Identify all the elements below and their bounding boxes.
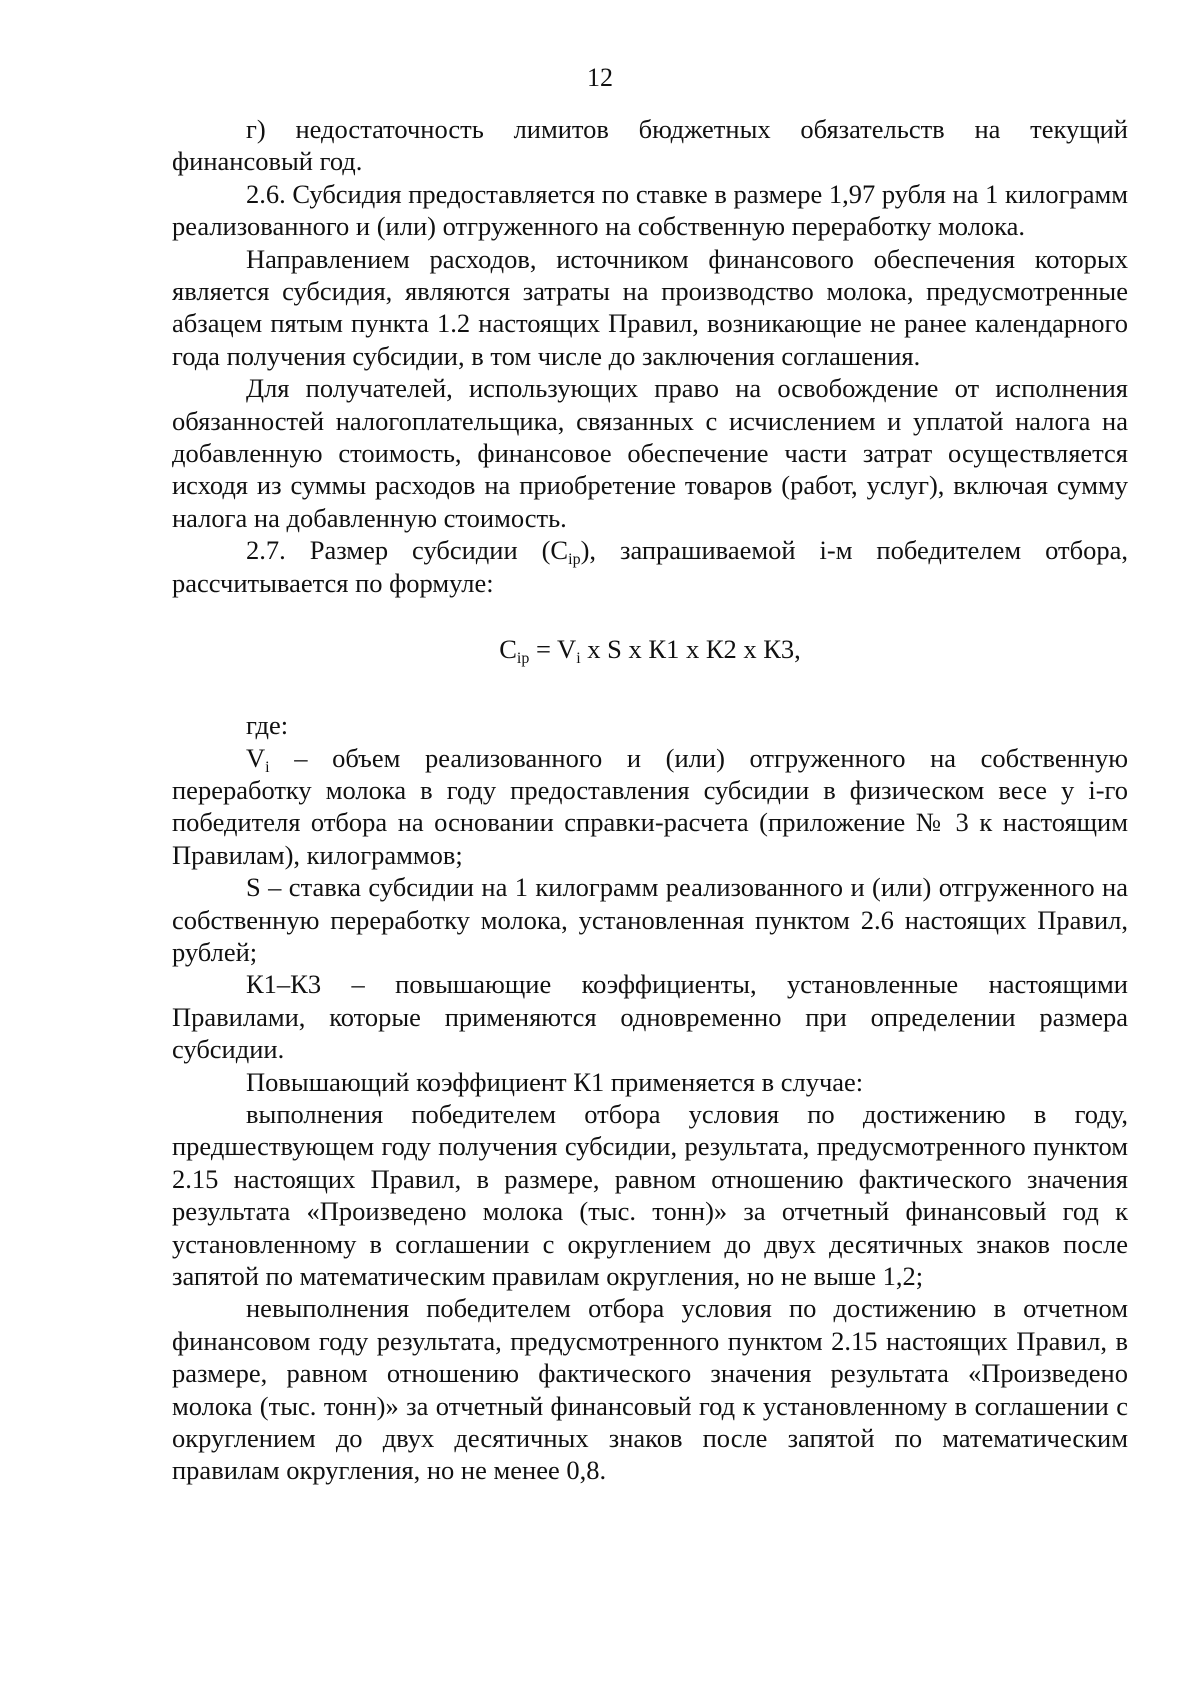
formula-c-subscript: ip [516, 650, 530, 668]
paragraph-2-7-subsidy-size [172, 534, 1128, 599]
p27-subscript: ip [568, 551, 581, 569]
paragraph-where: где: [246, 710, 289, 741]
formula-rest: х S х К1 х К2 х К3, [580, 634, 801, 665]
paragraph-expense-direction: Направлением расходов, источником финансового обеспечения которых является субсидия, являются затраты на производство молока, предусмотренные абзацем пятым пункта 1.2 настоящих Правил, возникающие не ранее календарного года получения субсидии, в том числе до заключения соглашения. [172, 243, 1128, 371]
paragraph-k1-intro: Повышающий коэффициент К1 применяется в случае: [246, 1066, 864, 1097]
def-v-text: – объем реализованного и (или) отгруженного на собственную переработку молока в году предоставления субсидии в физическом весе у i-го победителя отбора на основании справки-расчета (приложение № 3 к настоящим Правилам), килограммов; [172, 742, 1128, 870]
p27-text-before: 2.7. Размер субсидии (С [246, 535, 569, 566]
paragraph-k1-case-fulfilled: выполнения победителем отбора условия по достижению в году, предшествующем году получения субсидии, результата, предусмотренного пунктом 2.15 настоящих Правил, в размере, равном отношению фактического значения результата «Произведено молока (тыс. тонн)» за отчетный финансовый год к установленному в соглашении с округлением до двух десятичных знаков после запятой по математическим правилам округления, но не выше 1,2; [172, 1098, 1128, 1291]
definition-s: S – ставка субсидии на 1 килограмм реализованного и (или) отгруженного на собственную переработку молока, установленная пунктом 2.6 настоящих Правил, рублей; [172, 872, 1128, 967]
p27-text-after: ), запрашиваемой i-м победителем отбора, рассчитывается по формуле: [172, 535, 1128, 598]
document-body [172, 113, 1128, 1487]
formula-c: С [499, 634, 517, 665]
paragraph-k1-case-not-fulfilled: невыполнения победителем отбора условия по достижению в отчетном финансовом году результата, предусмотренного пунктом 2.15 настоящих Правил, в размере, равном отношению фактического значения результата «Произведено молока (тыс. тонн)» за отчетный финансовый год к установленному в соглашении с округлением до двух десятичных знаков после запятой по математическим правилам округления, но не менее 0,8. [172, 1293, 1128, 1486]
formula-v-subscript: i [576, 650, 581, 668]
paragraph-vat-exemption: Для получателей, использующих право на освобождение от исполнения обязанностей налогоплательщика, связанных с исчислением и уплатой налога на добавленную стоимость, финансовое обеспечение части затрат осуществляется исходя из суммы расходов на приобретение товаров (работ, услуг), включая сумму налога на добавленную стоимость. [172, 373, 1128, 533]
definition-v [172, 742, 1128, 872]
subsidy-formula [172, 633, 1128, 668]
paragraph-budget-limits: г) недостаточность лимитов бюджетных обязательств на текущий финансовый год. [172, 114, 1128, 177]
def-v-subscript: i [265, 758, 270, 776]
page-number: 12 [587, 63, 613, 92]
definition-k: К1–К3 – повышающие коэффициенты, установленные настоящими Правилами, которые применяются одновременно при определении размера субсидии. [172, 969, 1128, 1065]
paragraph-2-6-rate: 2.6. Субсидия предоставляется по ставке в размере 1,97 рубля на 1 килограмм реализованного и (или) отгруженного на собственную переработку молока. [172, 178, 1128, 242]
def-v-symbol: V [246, 742, 266, 773]
formula-eq: = V [529, 634, 577, 665]
